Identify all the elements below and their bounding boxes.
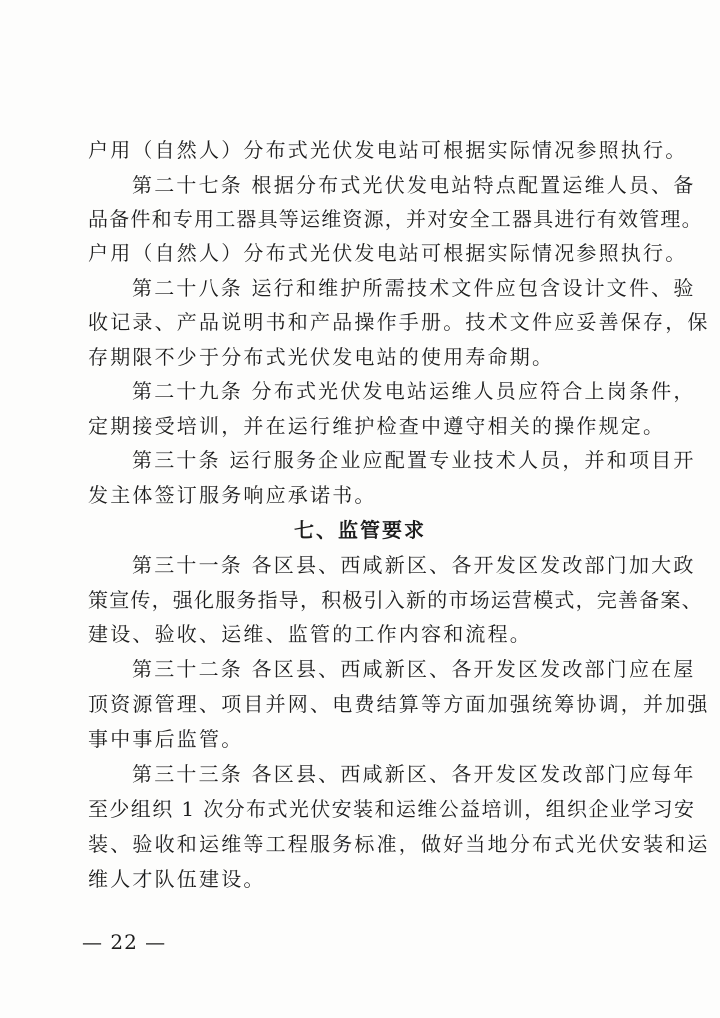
- text-line: 维人才队伍建设。: [88, 867, 266, 891]
- article-32-line-1: 第三十二条 各区县、西咸新区、各开发区发改部门应在屋: [132, 657, 696, 681]
- article-28-line-1: 第二十八条 运行和维护所需技术文件应包含设计文件、验: [132, 276, 696, 300]
- text-line: 户用（自然人）分布式光伏发电站可根据实际情况参照执行。: [88, 138, 688, 162]
- text-line: 策宣传，强化服务指导，积极引入新的市场运营模式，完善备案、: [88, 588, 703, 612]
- text-line: 顶资源管理、项目并网、电费结算等方面加强统筹协调，并加强: [88, 692, 710, 716]
- text-line: 收记录、产品说明书和产品操作手册。技术文件应妥善保存，保: [88, 310, 710, 334]
- text-line: 装、验收和运维等工程服务标准，做好当地分布式光伏安装和运: [88, 832, 710, 856]
- text-line: 品备件和专用工器具等运维资源，并对安全工器具进行有效管理。: [88, 207, 703, 231]
- page-number: — 22 —: [82, 930, 167, 954]
- section-heading: 七、监管要求: [294, 518, 426, 542]
- article-27-line-1: 第二十七条 根据分布式光伏发电站特点配置运维人员、备: [132, 173, 696, 197]
- text-line: 至少组织 1 次分布式光伏安装和运维公益培训，组织企业学习安: [88, 797, 696, 821]
- text-line: 户用（自然人）分布式光伏发电站可根据实际情况参照执行。: [88, 241, 688, 265]
- text-line: 建设、验收、运维、监管的工作内容和流程。: [88, 622, 532, 646]
- text-line: 事中事后监管。: [88, 727, 244, 751]
- article-29-line-1: 第二十九条 分布式光伏发电站运维人员应符合上岗条件，: [132, 379, 696, 403]
- text-line: 存期限不少于分布式光伏发电站的使用寿命期。: [88, 345, 555, 369]
- text-line: 定期接受培训，并在运行维护检查中遵守相关的操作规定。: [88, 414, 666, 438]
- article-31-line-1: 第三十一条 各区县、西咸新区、各开发区发改部门加大政: [132, 553, 696, 577]
- article-30-line-1: 第三十条 运行服务企业应配置专业技术人员，并和项目开: [132, 448, 696, 472]
- article-33-line-1: 第三十三条 各区县、西咸新区、各开发区发改部门应每年: [132, 762, 696, 786]
- text-line: 发主体签订服务响应承诺书。: [88, 483, 377, 507]
